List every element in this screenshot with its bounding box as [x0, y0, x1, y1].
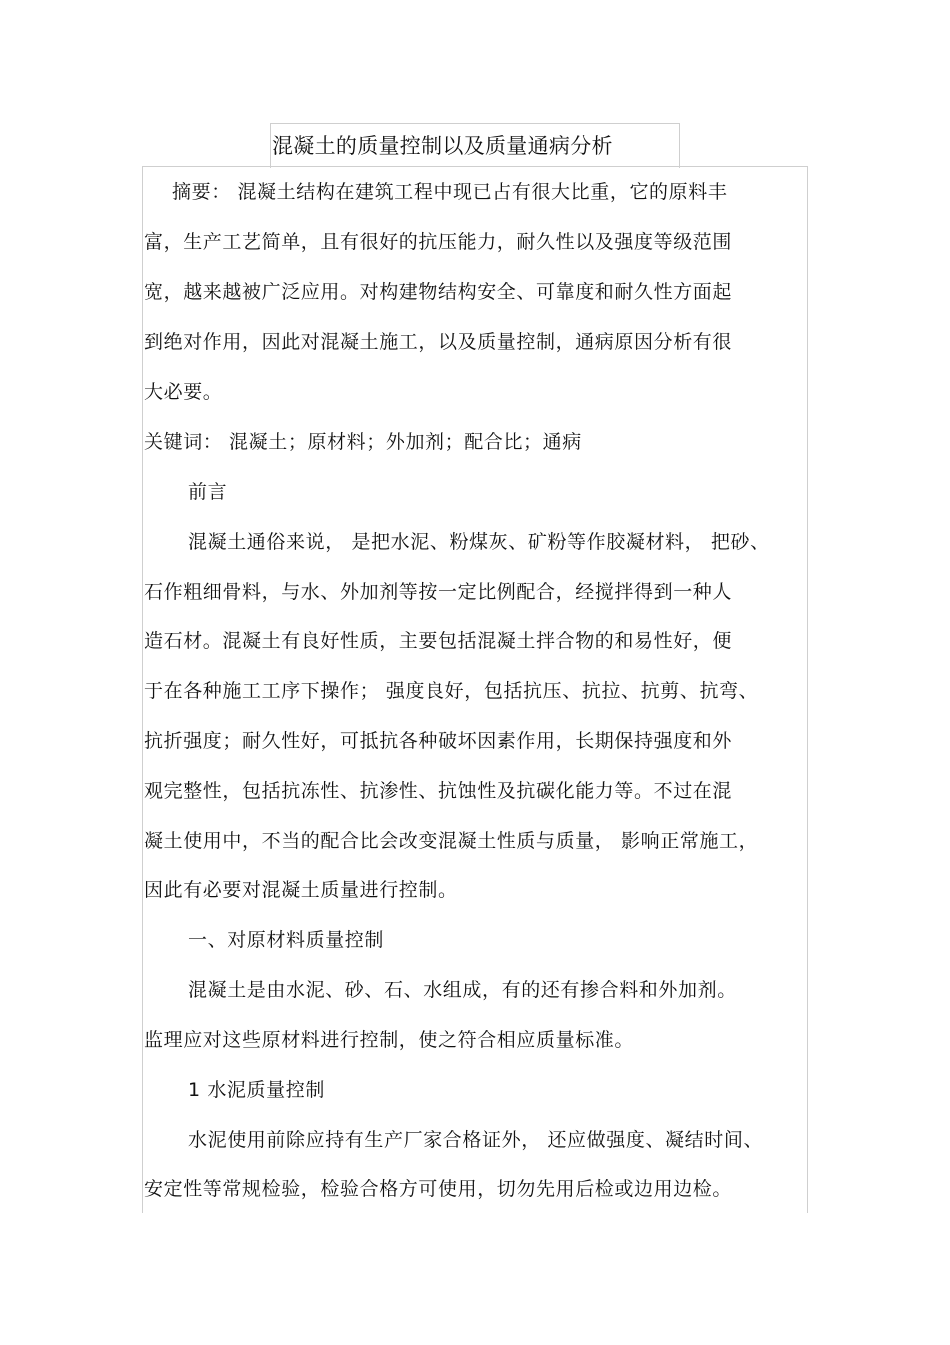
abstract-line-1: 摘要： 混凝土结构在建筑工程中现已占有很大比重，它的原料丰: [172, 181, 728, 203]
section-heading-raw-materials: 一、对原材料质量控制: [188, 929, 385, 951]
paragraph-line: 于在各种施工工序下操作； 强度良好，包括抗压、抗拉、抗剪、抗弯、: [144, 680, 759, 702]
abstract-line-4: 到绝对作用，因此对混凝土施工，以及质量控制，通病原因分析有很: [144, 331, 733, 353]
paragraph-line: 石作粗细骨料，与水、外加剂等按一定比例配合，经搅拌得到一种人: [144, 581, 733, 603]
paragraph-line: 监理应对这些原材料进行控制，使之符合相应质量标准。: [144, 1029, 635, 1051]
paragraph-line: 观完整性，包括抗冻性、抗渗性、抗蚀性及抗碳化能力等。不过在混: [144, 780, 733, 802]
paragraph-line: 水泥使用前除应持有生产厂家合格证外， 还应做强度、凝结时间、: [188, 1129, 764, 1151]
paragraph-line: 因此有必要对混凝土质量进行控制。: [144, 879, 458, 901]
abstract-line-3: 宽，越来越被广泛应用。对构建物结构安全、可靠度和耐久性方面起: [144, 281, 733, 303]
paragraph-line: 造石材。混凝土有良好性质，主要包括混凝土拌合物的和易性好，便: [144, 630, 733, 652]
abstract-line-5: 大必要。: [144, 381, 223, 403]
paragraph-line: 混凝土通俗来说， 是把水泥、粉煤灰、矿粉等作胶凝材料， 把砂、: [188, 531, 770, 553]
keywords-line: 关键词： 混凝土；原材料；外加剂；配合比；通病: [144, 431, 582, 453]
document-title: 混凝土的质量控制以及质量通病分析: [272, 134, 613, 158]
paragraph-line: 抗折强度；耐久性好，可抵抗各种破坏因素作用，长期保持强度和外: [144, 730, 733, 752]
section-heading-preface: 前言: [188, 481, 228, 503]
abstract-line-2: 富，生产工艺简单，且有很好的抗压能力，耐久性以及强度等级范围: [144, 231, 733, 253]
paragraph-line: 凝土使用中，不当的配合比会改变混凝土性质与质量， 影响正常施工，: [144, 830, 759, 852]
paragraph-line: 安定性等常规检验，检验合格方可使用，切勿先用后检或边用边检。: [144, 1178, 733, 1200]
subsection-heading-cement: 1 水泥质量控制: [188, 1079, 325, 1101]
paragraph-line: 混凝土是由水泥、砂、石、水组成，有的还有掺合料和外加剂。: [188, 979, 737, 1001]
